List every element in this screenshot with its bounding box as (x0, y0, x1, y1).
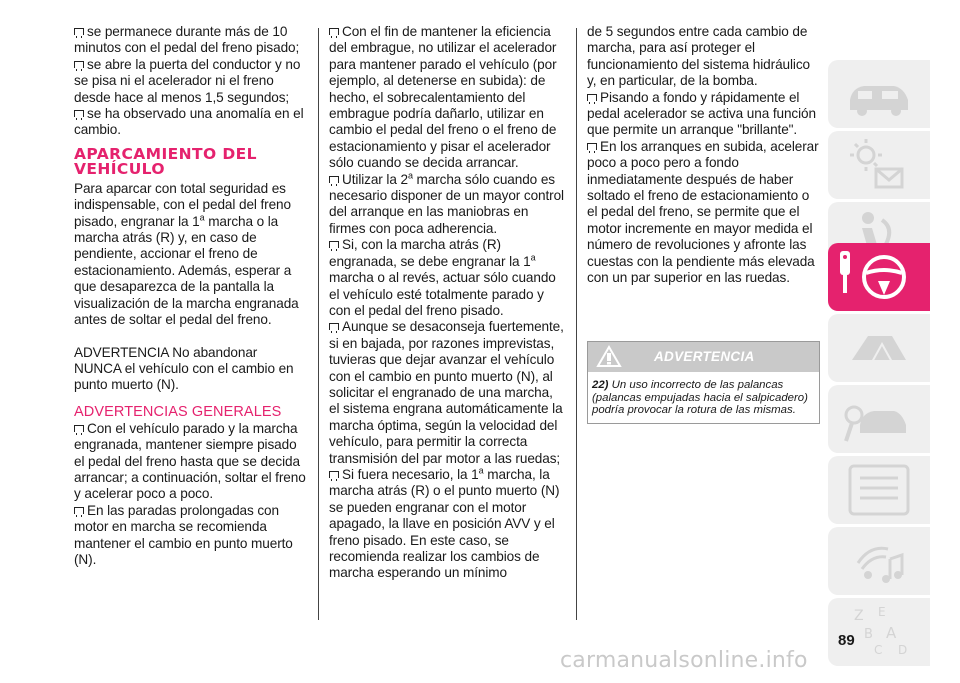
paragraph: de 5 segundos entre cada cambio de marcha, para así proteger el funcionamiento del sistema hidráulico y, en particular, de la bomba. (587, 24, 810, 89)
subsection-heading: ADVERTENCIAS GENERALES (74, 403, 282, 420)
watermark: carmanualsonline.info (560, 648, 808, 673)
bullet-item: Utilizar la 2$^a$ marcha sólo cuando es necesario disponer de un mayor control del arranque en las maniobras en firmes con poca adherencia. (329, 170, 564, 236)
steering-key-icon (828, 243, 930, 311)
paragraph: ADVERTENCIA No abandonar NUNCA el vehículo con el cambio en punto muerto (N). (74, 344, 294, 393)
bullet-icon (587, 143, 597, 150)
tab-warning-lights[interactable] (828, 131, 930, 199)
bullet-item: Pisando a fondo y rápidamente el pedal acelerador se activa una función que permite un arranque "brillante". (587, 89, 816, 138)
section-heading: APARCAMIENTO DEL VEHÍCULO (74, 144, 257, 178)
bullet-item: Con el fin de mantener la eficiencia del embrague, no utilizar el acelerador para mantener parado el vehículo (por ejemplo, al detenerse en subida): de hecho, el sobrecalentamiento del embrague podría dañarlo, utilizar en cambio el pedal del freno o el freno de estacionamiento y pisar el acelerador sólo cuando se decida arrancar. (329, 24, 557, 171)
column-divider (576, 28, 577, 620)
superscript: a (407, 170, 413, 181)
tab-emergency[interactable] (828, 314, 930, 382)
bullet-icon (329, 471, 339, 478)
warning-title: ADVERTENCIA (654, 349, 755, 364)
svg-text:E: E (878, 605, 886, 619)
bullet-item: se permanece durante más de 10 minutos con el pedal del freno pisado; (74, 24, 300, 56)
page-number: 89 (838, 632, 855, 649)
tab-maintenance[interactable] (828, 385, 930, 453)
text-column-3 (587, 24, 819, 287)
bullet-icon (329, 323, 339, 330)
svg-text:Z: Z (854, 608, 864, 624)
text-column-2 (329, 24, 565, 582)
bullet-icon (329, 176, 339, 183)
svg-text:B: B (864, 627, 873, 642)
multimedia-icon (828, 527, 930, 595)
dashboard-car-icon (828, 60, 930, 128)
svg-text:C: C (874, 643, 883, 657)
bullet-icon (74, 110, 84, 117)
svg-text:D: D (898, 643, 908, 657)
tab-multimedia[interactable] (828, 527, 930, 595)
emergency-icon (828, 314, 930, 382)
bullet-icon (329, 241, 339, 248)
warning-box (587, 341, 820, 424)
warning-lights-icon (828, 131, 930, 199)
tab-technical-data[interactable] (828, 456, 930, 524)
superscript: a (478, 465, 484, 476)
bullet-item: Si, con la marcha atrás (R) engranada, se debe engranar la 1$^a$ marcha o al revés, actuar sólo cuando el vehículo esté totalmente parado y con el pedal del freno pisado. (329, 237, 556, 318)
bullet-icon (74, 507, 84, 514)
bullet-icon (74, 61, 84, 68)
bullet-icon (74, 28, 84, 35)
tab-dashboard[interactable] (828, 60, 930, 128)
warning-header (588, 342, 819, 372)
superscript: a (530, 252, 536, 263)
superscript: a (199, 212, 205, 223)
bullet-item: Aunque se desaconseja fuertemente, si en bajada, por razones imprevistas, tuvieras que dejar avanzar el vehículo con el cambio en punto muerto (N), al solicitar el engranado de una marcha, el sistema engrana automáticamente la marcha óptima, según la velocidad del vehículo, para permitir la correcta transmisión del par motor a las ruedas; (329, 319, 564, 466)
column-divider (318, 28, 319, 620)
bullet-item: se ha observado una anomalía en el cambio. (74, 106, 304, 138)
text-column-1 (74, 24, 306, 568)
bullet-icon (587, 94, 597, 101)
warning-text: 22) Un uso incorrecto de las palancas (palancas empujadas hacia el salpicadero) podría provocar la rotura de las mismas. (592, 379, 808, 416)
bullet-item: En los arranques en subida, acelerar poco a poco pero a fondo inmediatamente después de haber soltado el freno de estacionamiento o el pedal del freno, se permite que el motor incremente en mayor medida el número de revoluciones y afronte las cuestas con la pendiente más elevada con un par superior en las ruedas. (587, 138, 819, 286)
bullet-item: Si fuera necesario, la 1$^a$ marcha, la marcha atrás (R) o el punto muerto (N) se pueden engranar con el motor apagado, la llave en posición AVV y el freno pisado. En este caso, se recomienda realizar los cambios de marcha esperando un mínimo (329, 465, 560, 581)
bullet-icon (329, 28, 339, 35)
bullet-item: En las paradas prolongadas con motor en marcha se recomienda mantener el cambio en punto muerto (N). (74, 502, 293, 567)
paragraph: Para aparcar con total seguridad es indispensable, con el pedal del freno pisado, engranar la 1$^a$ marcha o la marcha atrás (R) y, en caso de pendiente, accionar el freno de estacionamiento. Además, esperar a que desaparezca de la pantalla la visualización de la marcha engranada antes de soltar el pedal del freno. (74, 180, 299, 328)
warning-hand-icon (596, 345, 622, 369)
maintenance-icon (828, 385, 930, 453)
svg-text:A: A (886, 624, 897, 642)
bullet-item: se abre la puerta del conductor y no se pisa ni el acelerador ni el freno desde hace al menos 1,5 segundos; (74, 56, 301, 105)
bullet-icon (74, 425, 84, 432)
bullet-item: Con el vehículo parado y la marcha engranada, mantener siempre pisado el pedal del freno hasta que se decida arrancar; a continuación, soltar el freno y acelerar poco a poco. (74, 420, 306, 502)
tab-starting-driving[interactable] (828, 243, 930, 311)
technical-data-icon (828, 456, 930, 524)
